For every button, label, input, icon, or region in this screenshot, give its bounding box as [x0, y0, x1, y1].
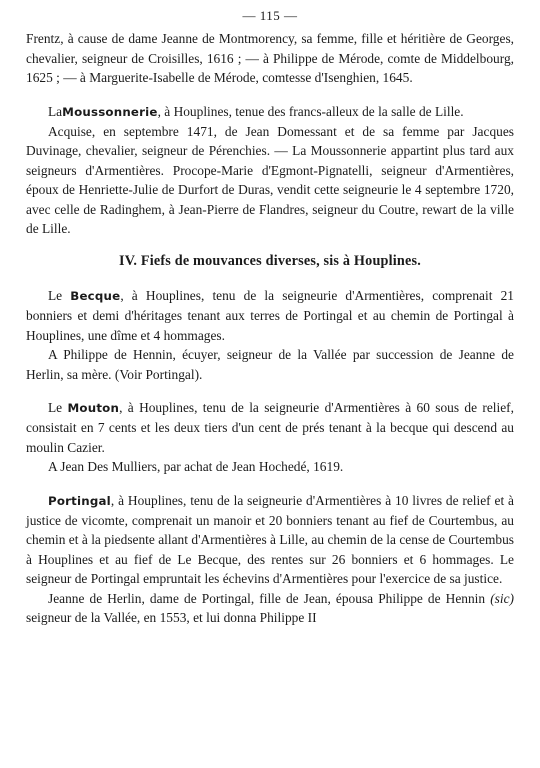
document-page — [26, 6, 514, 627]
paragraph-mouton-owner: A Jean Des Mulliers, par achat de Jean Hochedé, 1619. — [48, 459, 344, 475]
article-rest: , à Houplines, tenu de la seigneurie d'Armentières, comprenait 21 bonniers et demi d'héritages tenant aux terres de Portingal et au chemin de Portingal à Houplines, une dîme et 4 hommages. — [26, 287, 514, 343]
sic-note: (sic) — [490, 590, 514, 606]
history-text-b: seigneur de la Vallée, en 1553, et lui donna Philippe II — [26, 609, 317, 625]
term-mouton: Mouton — [67, 400, 120, 415]
spacer — [26, 384, 514, 398]
paragraph-moussonnerie — [26, 102, 514, 122]
article-rest: , à Houplines, tenu de la seigneurie d'Armentières à 10 livres de relief et à justice de vicomte, comprenait un manoir et 20 bonniers tenant au fief de Courtembus, au chemin et à la piedsente allant d'Armentières à Lille, au chemin de la cense de Courtembus à Houplines et au fief de Le Becque, des rentes sur 26 bonniers et 6 hommages. Le seigneur de Portingal empruntait les échevins d'Armentières pour l'exercice de sa justice. — [26, 492, 514, 587]
article-prefix: Le — [48, 399, 63, 415]
history-text-a: Jeanne de Herlin, dame de Portingal, fille de Jean, épousa Philippe de Hennin — [48, 590, 486, 606]
page-number: — 115 — — [242, 8, 298, 23]
section-heading: IV. Fiefs de mouvances diverses, sis à Houplines. — [119, 253, 421, 270]
term-moussonnerie: Moussonnerie — [62, 104, 158, 119]
paragraph-mouton — [26, 398, 514, 457]
term-becque: Becque — [70, 288, 121, 303]
article-prefix: Le — [48, 287, 63, 303]
paragraph-becque — [26, 286, 514, 345]
paragraph-portingal-history — [26, 589, 514, 628]
paragraph-moussonnerie-history: Acquise, en septembre 1471, de Jean Domessant et de sa femme par Jacques Duvinage, chevalier, seigneur de Pérenchies. — La Moussonnerie appartint plus tard aux seigneurs d'Armentières. Procope-Marie d'Egmont-Pignatelli, seigneur d'Armentières, époux de Henriette-Julie de Durfort de Duras, vendit cette seigneurie le 4 septembre 1720, avec celle de Radinghem, à Jean-Pierre de Flandres, seigneur du Coutre, rewart de la ville de Lille. — [26, 124, 514, 237]
article-rest: , à Houplines, tenue des francs-alleux de la salle de Lille. — [157, 103, 464, 119]
article-rest: , à Houplines, tenu de la seigneurie d'Armentières à 60 sous de relief, consistait en 7 cents et les deux tiers d'un cent de prés tenant à la becque qui descend au moulin Cazier. — [26, 399, 514, 455]
spacer — [26, 88, 514, 102]
spacer — [26, 272, 514, 286]
spacer — [26, 477, 514, 491]
paragraph-portingal — [26, 491, 514, 589]
paragraph-becque-owner: A Philippe de Hennin, écuyer, seigneur de la Vallée par succession de Jeanne de Herlin, sa mère. (Voir Portingal). — [26, 347, 514, 382]
term-portingal: Portingal — [48, 493, 111, 508]
spacer — [26, 238, 514, 252]
article-prefix: La — [48, 103, 63, 119]
paragraph-frentz: Frentz, à cause de dame Jeanne de Montmorency, sa femme, fille et héritière de Georges, chevalier, seigneur de Croisilles, 1616 ; — à Philippe de Mérode, comte de Middelbourg, 1625 ; — à Marguerite-Isabelle de Mérode, comtesse d'Isenghien, 1645. — [26, 31, 514, 86]
